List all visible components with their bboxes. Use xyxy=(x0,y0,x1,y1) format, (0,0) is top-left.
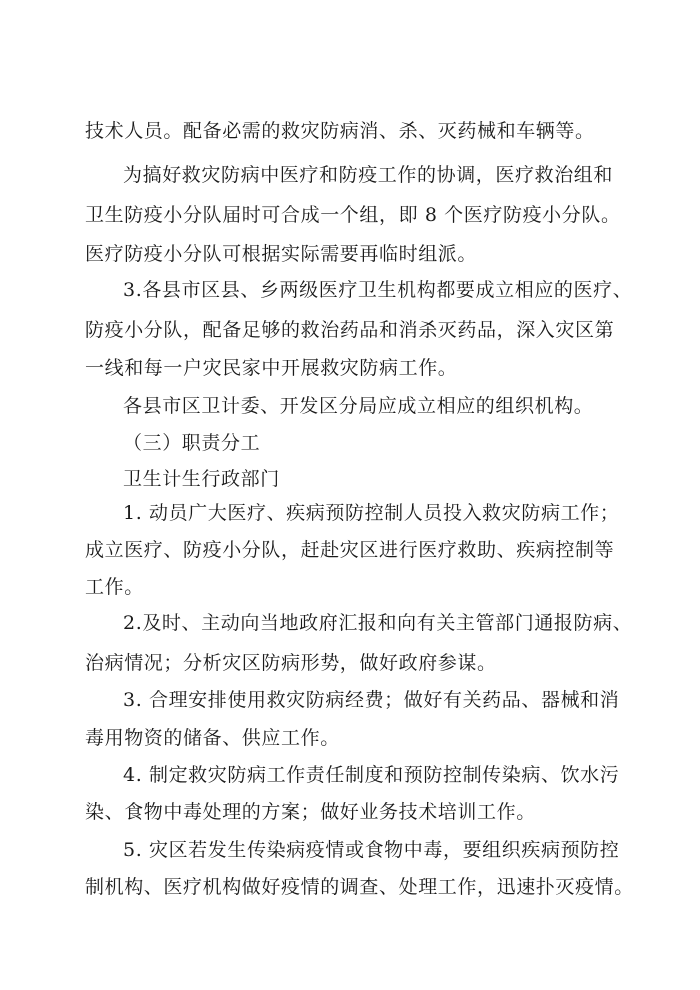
text-line: 治病情况；分析灾区防病形势，做好政府参谋。 xyxy=(85,652,497,674)
text-line: 一线和每一户灾民家中开展救灾防病工作。 xyxy=(85,357,458,379)
text-line: 1. 动员广大医疗、疾病预防控制人员投入救灾防病工作； xyxy=(123,502,620,524)
subsection-heading: 卫生计生行政部门 xyxy=(123,468,280,490)
text-line: 4. 制定救灾防病工作责任制度和预防控制传染病、饮水污 xyxy=(123,764,620,786)
text-line: 制机构、医疗机构做好疫情的调查、处理工作，迅速扑灭疫情。 xyxy=(85,876,634,898)
text-line: 为搞好救灾防病中医疗和防疫工作的协调，医疗救治组和 xyxy=(123,164,614,186)
text-line: 防疫小分队，配备足够的救治药品和消杀灭药品，深入灾区第 xyxy=(85,319,615,341)
text-line: 工作。 xyxy=(85,576,144,598)
text-line: 卫生防疫小分队届时可合成一个组，即 8 个医疗防疫小分队。 xyxy=(85,204,621,226)
text-line: 成立医疗、防疫小分队，赶赴灾区进行医疗救助、疾病控制等 xyxy=(85,539,615,561)
text-line: 2.及时、主动向当地政府汇报和向有关主管部门通报防病、 xyxy=(123,612,633,634)
text-line: 3.各县市区县、乡两级医疗卫生机构都要成立相应的医疗、 xyxy=(123,279,633,301)
text-line: 染、食物中毒处理的方案；做好业务技术培训工作。 xyxy=(85,801,536,823)
text-line: 5. 灾区若发生传染病疫情或食物中毒，要组织疾病预防控 xyxy=(123,839,620,861)
text-line: 医疗防疫小分队可根据实际需要再临时组派。 xyxy=(85,243,478,265)
text-line: 毒用物资的储备、供应工作。 xyxy=(85,727,340,749)
text-line: 各县市区卫计委、开发区分局应成立相应的组织机构。 xyxy=(123,395,594,417)
text-line: 技术人员。配备必需的救灾防病消、杀、灭药械和车辆等。 xyxy=(85,120,595,142)
text-line: 3. 合理安排使用救灾防病经费；做好有关药品、器械和消 xyxy=(123,689,620,711)
section-heading: （三）职责分工 xyxy=(123,432,261,454)
